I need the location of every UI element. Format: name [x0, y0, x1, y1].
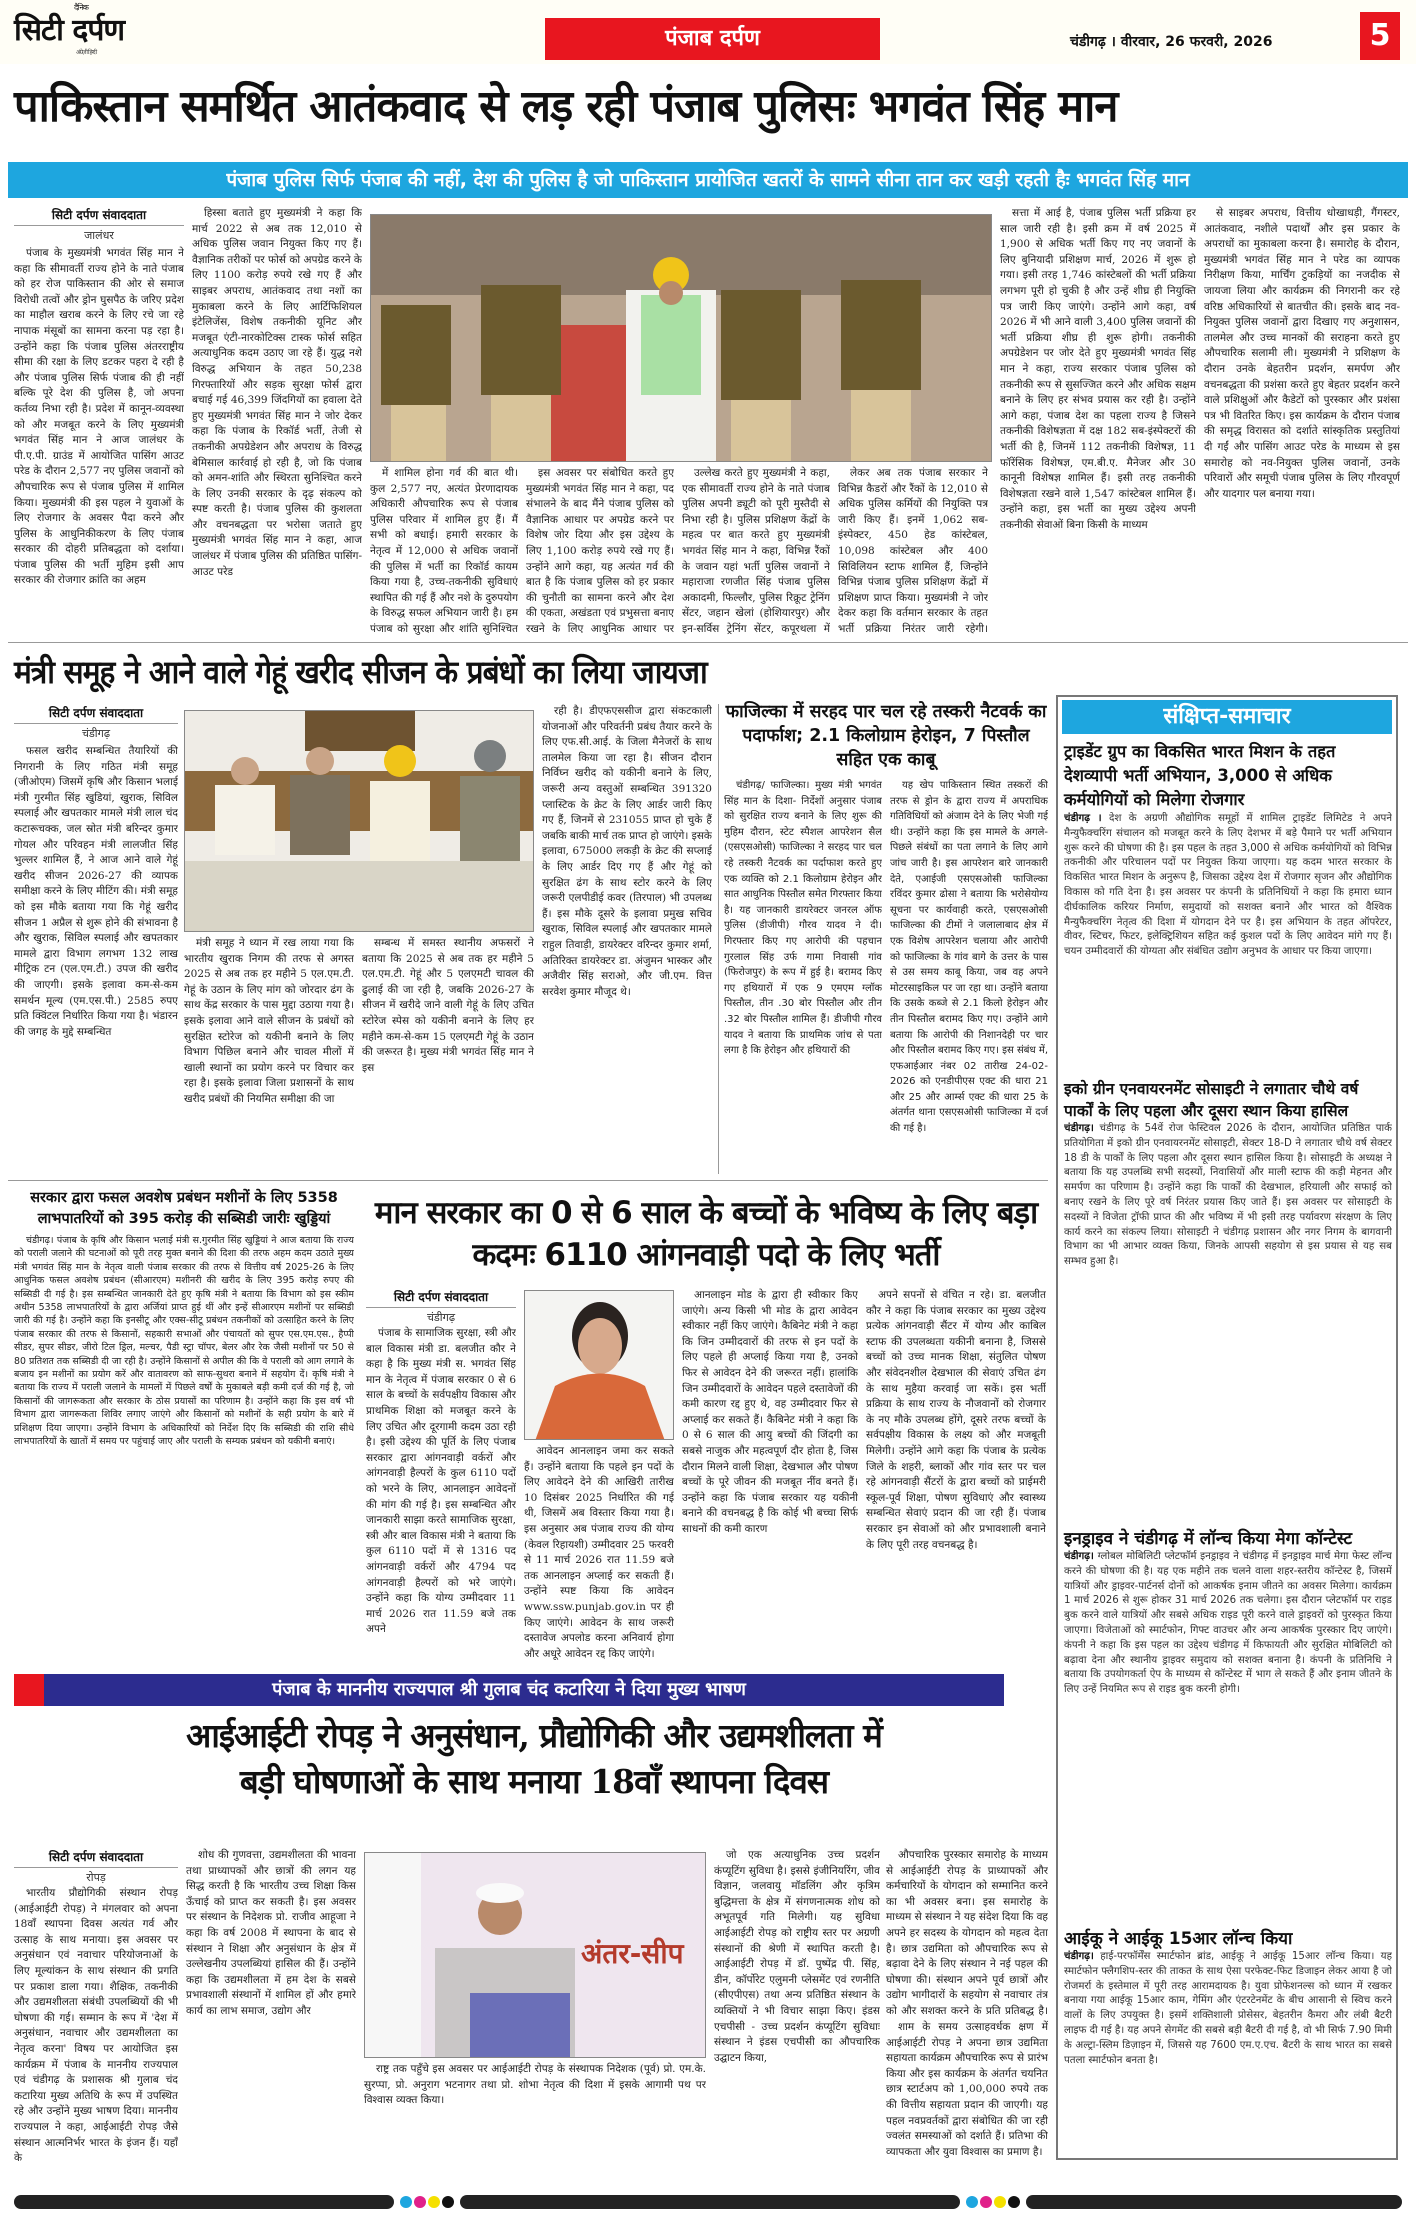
- brief-item: [1064, 1528, 1392, 1920]
- section-label: पंजाब दर्पण: [545, 18, 880, 60]
- iit-col-6: शाम के समय उत्साहवर्धक क्षण में आईआईटी रोपड़ ने अपना छात्र उद्यमिता सहायता कार्यक्रम औपचारिक रूप से प्रारंभ किया और इस कार्यक्रम के अंतर्गत चयनित छात्र स्टार्टअप को 1,00,000 रुपये तक की वित्तीय सहायता प्रदान की जाएगी। यह पहल नवप्रवर्तकों द्वारा संबोधित की जा रही ज्वलंत समस्याओं को दर्शाते हैं। प्रतिभा की व्यापकता और युवा विश्वास का प्रमाण है।: [886, 2021, 1048, 2158]
- iit-col-2: शोध की गुणवत्ता, उद्यमशीलता की भावना तथा प्राध्यापकों और छात्रों की लगन यह सिद्ध करती है कि भारतीय उच्च शिक्षा किस ऊँचाई को प्राप्त कर सकती है। इस अवसर पर संस्थान के निदेशक प्रो. राजीव आहूजा ने कहा कि वर्ष 2008 में स्थापना के बाद से संस्थान ने शिक्षा और अनुसंधान के क्षेत्र में उल्लेखनीय उपलब्धियां हासिल की हैं। उन्होंने कहा कि उद्यमशीलता में हम देश के सबसे प्रभावशाली संस्थानों में शामिल हों और हमारे कार्य का लाभ समाज, उद्योग और: [186, 1849, 356, 2017]
- iit-col-3: राष्ट्र तक पहुँचे इस अवसर पर आईआईटी रोपड़ के संस्थापक निदेशक (पूर्व) प्रो. एम.के. सुरप्पा, प्रो. अनुराग भटनागर तथा प्रो. शोभा नेतृत्व की दिशा में इसके आगामी पथ पर विश्वास व्यक्त किया।: [364, 2063, 706, 2107]
- print-registration-strip: [0, 2195, 1416, 2209]
- wheat-col-3: सम्बन्ध में समस्त स्थानीय अफसरों ने बताया कि 2025 से अब तक हर महीने 5 एल.एम.टी. गेहूं और 5 एलएमटी चावल की ढुलाई की जा रही है, जबकि 2026-27 के सीजन में खरीदे जाने वाली गेहूं के लिए उचित स्टोरेज स्पेस को यकीनी बनाने के लिए हर महीने कम-से-कम 15 एलएमटी गेहूं के उठान की जरूरत है। मुख्य मंत्री भगवंत सिंह मान ने इस: [362, 937, 534, 1074]
- stubble-headline: सरकार द्वारा फसल अवशेष प्रबंधन मशीनों के लिए 5358 लाभपातरियों को 395 करोड़ की सब्सिडी जारीः खुड्डियां: [30, 1190, 338, 1227]
- lead-col-3: में शामिल होना गर्व की बात थी। कुल 2,577 नए, अत्यंत प्रेरणादायक अधिकारी औपचारिक रूप से पंजाब पुलिस परिवार में शामिल हुए हैं। मैं सभी को बधाई। हमारी सरकार के नेतृत्व में 12,000 से अधिक जवानों की पुलिस में भर्ती का रिकॉर्ड कायम किया गया है, उच्च-तकनीकी सुविधाएं स्थापित की गई हैं और नशे के दुरुपयोग के विरुद्ध सफल अभियान जारी है। हम पंजाब को सुरक्षा और शांति सुनिश्चित: [370, 467, 518, 635]
- fazilka-col-1: चंडीगढ़/ फाजिल्का। मुख्य मंत्री भगवंत सिंह मान के दिशा- निर्देशों अनुसार पंजाब को सुरक्षित राज्य बनाने के लिए शुरू की मुहिम दौरान, स्टेट स्पैशल आपरेशन सैल (एसएसओसी) फाजिल्का ने सरहद पार चल रहे तस्करी नैटवर्क का पर्दाफाश करते हुए एक व्यक्ति को 2.1 किलोग्राम हेरोइन और सात आधुनिक पिस्तौल समेत गिरफ्तार किया है। यह जानकारी डायरेक्टर जनरल ऑफ पुलिस (डीजीपी) गौरव यादव ने दी। गिरफ्तार किए गए आरोपी की पहचान गुरलाल सिंह उर्फ गामा निवासी गांव (फिरोजपुर) के रूप में हुई है। बरामद किए गए हथियारों में एक 9 एमएम ग्लॉक पिस्तौल, तीन .30 बोर पिस्तौल और तीन .32 बोर पिस्तौल शामिल हैं। डीजीपी गौरव यादव ने बताया कि प्राथमिक जांच से पता लगा है कि हेरोइन और हथियारों की: [724, 780, 882, 1057]
- backdrop-banner-text: अंतर-सीप: [581, 1937, 684, 1970]
- brief-body: चंडीगढ़ के 54वें रोज फेस्टिवल 2026 के दौरान, आयोजित प्रतिष्ठित पार्क प्रतियोगिता में इको ग्रीन एनवायरनमेंट सोसाइटी, सेक्टर 18-D ने लगातार चौथे वर्ष सेक्टर 18 डी के पार्कों के लिए पहला और दूसरा स्थान हासिल किया है। सोसाइटी के अध्यक्ष ने बताया कि यह उपलब्धि सभी सदस्यों, निवासियों और माली स्टाफ की कड़ी मेहनत और समर्पण का परिणाम है। उन्होंने कहा कि पार्कों की देखभाल, हरियाली और सफाई को बनाए रखने के लिए पूरे वर्ष निरंतर प्रयास किए जाते हैं। इस अवसर पर सोसाइटी के सदस्यों ने विजेता ट्रॉफी प्राप्त की और भविष्य में भी इसी तरह पर्यावरण संरक्षण के लिए कार्य करने का संकल्प लिया। सोसाइटी ने चंडीगढ़ प्रशासन और नगर निगम के बागवानी विभाग का भी आभार व्यक्त किया, जिनके आपसी सहयोग से इस प्रयास से यह सब सम्भव हुआ है।: [1064, 1123, 1392, 1268]
- wheat-byline-block: [14, 704, 178, 741]
- anganwadi-byline-block: [366, 1288, 516, 1325]
- brief-headline: ट्राइडेंट ग्रुप का विकसित भारत मिशन के तहत देशव्यापी भर्ती अभियान, 3,000 से अधिक कर्मयोगियों को मिलेगा रोजगार: [1064, 742, 1336, 809]
- wheat-col-1: फसल खरीद सम्बन्धित तैयारियों की निगरानी के लिए गठित मंत्री समूह (जीओएम) जिसमें कृषि और किसान भलाई मंत्री गुरमीत सिंह खुडियां, खुराक, सिविल स्पलाई और खपतकार मामले मंत्री लाल चंद कटारूचक्क, जल स्रोत मंत्री बरिन्दर कुमार गोयल और परिवहन मंत्री लालजीत सिंह भुल्लर शामिल हैं, ने आज आने वाले गेहूं खरीद सीजन 2026-27 की व्यापक समीक्षा करने के लिए मीटिंग की। मंत्री समूह को इस मौके बताया गया कि गेहूं खरीद सीजन 1 अप्रैल से शुरू होने की संभावना है और खुराक, सिविल स्पलाई और खपतकार मामले द्वारा विभाग लगभग 132 लाख मीट्रिक टन (एल.एम.टी.) उपज की खरीद की जाएगी। इसके इलावा कम-से-कम समर्थन मूल्य (एम.एस.पी.) 2585 रुपए प्रति क्विंटल निर्धारित किया गया है। भंडारन की जगह के मुद्दे सम्बन्धित: [14, 745, 178, 1038]
- lead-col-2: हिस्सा बताते हुए मुख्यमंत्री ने कहा कि मार्च 2022 से अब तक 12,010 से अधिक पुलिस जवान नियुक्त किए गए हैं। वैज्ञानिक तरीकों पर फोर्स को अपग्रेड करने के लिए 1100 करोड़ रुपये रखे गए हैं और साइबर अपराध, आतंकवाद तथा नशों का मुकाबला करने के लिए आर्टिफिशियल इंटेलिजेंस, विशेष तकनीकी यूनिट और मजबूत एंटी-नारकोटिक्स टास्क फोर्स सहित अत्याधुनिक कदम उठाए जा रहे हैं। युद्ध नशे विरुद्ध अभियान के तहत 50,238 गिरफ्तारियों और सड़क सुरक्षा फोर्स द्वारा बचाई गई 46,399 जिंदगियों का हवाला देते हुए मुख्यमंत्री भगवंत सिंह मान ने जोर देकर कहा कि पंजाब के रिकॉर्ड भर्ती, तेजी से तकनीकी अपग्रेडेशन और अपराध के विरुद्ध बेमिसाल कार्रवाई हो रही है, जो कि पंजाब को अमन-शांति और स्थिरता सुनिश्चित करने के लिए उनकी सरकार के दृढ़ संकल्प को स्पष्ट करती है। पंजाब पुलिस की कुशलता और वचनबद्धता पर भरोसा जताते हुए मुख्यमंत्री भगवंत सिंह मान ने कहा, आज जालंधर में पंजाब पुलिस की प्रतिष्ठित पासिंग-आउट परेड: [192, 207, 362, 578]
- fazilka-col-2: यह खेप पाकिस्तान स्थित तस्करों की तरफ से ड्रोन के द्वारा राज्य में अपराधिक गतिविधियों को अंजाम देने के लिए भेजी गई थी। उन्होंने कहा कि इस मामले के अगले- पिछले संबंधों का पता लगाने के लिए आगे जांच जारी है। इस आपरेशन बारे जानकारी देते, एआईजी एसएसओसी फाजिल्का रविंदर कुमार ढोसा ने बताया कि भरोसेयोग्य सूचना पर कार्यवाही करते, एसएसओसी फाजिल्का की टीमों ने जलालाबाद क्षेत्र में एक विशेष आपरेशन चलाया और आरोपी को फाजिल्का के गांव बागे के उत्तर के पास से उस समय काबू किया, जब वह अपने मोटरसाइकिल पर जा रहा था। उन्होंने बताया कि उसके कब्जे से 2.1 किलो हेरोइन और तीन पिस्तौल बरामद किए गए। उन्होंने आगे बताया कि आरोपी की निशानदेही पर चार और पिस्तौल बरामद किए गए। इस संबंध में, एफआईआर नंबर 02 तारीख 24-02-2026 को एनडीपीएस एक्ट की धारा 21 और 25 और आर्म्स एक्ट की धारा 25 के अंतर्गत थाना एसएसओसी फाजिल्का में दर्ज की गई है।: [890, 780, 1048, 1135]
- wheat-col-2: मंत्री समूह ने ध्यान में रख लाया गया कि भारतीय खुराक निगम की तरफ से अगस्त 2025 से अब तक हर महीने 5 एल.एम.टी. गेहूं के उठान के लिए मांग को जोरदार ढंग के साथ केंद्र सरकार के पास मुद्दा उठाया गया है। इसके इलावा आने वाले सीजन के प्रबंधों को सुरक्षित स्टोरेज को यकीनी बनाने के लिए विभाग पिछिल बनाने और चावल मीलों में खाली स्थानों का प्रयोग करने पर विचार कर रहा है। इसके इलावा जिला प्रशासनों के साथ खरीद प्रबंधों की नियमित समीक्षा की जा: [184, 937, 354, 1105]
- governor-banner: पंजाब के माननीय राज्यपाल श्री गुलाब चंद कटारिया ने दिया मुख्य भाषण: [14, 1674, 1004, 1706]
- briefs-title: संक्षिप्त-समाचार: [1062, 700, 1392, 734]
- place: चंडीगढ़: [81, 727, 111, 740]
- wheat-headline: मंत्री समूह ने आने वाले गेहूं खरीद सीजन के प्रबंधों का लिया जायजा: [14, 653, 707, 691]
- banner-accent: [14, 1674, 44, 1706]
- iit-byline-block: [14, 1848, 178, 1885]
- anganwadi-col-1: पंजाब के सामाजिक सुरक्षा, स्त्री और बाल विकास मंत्री डा. बलजीत कौर ने कहा है कि मुख्य मंत्री स. भगवंत सिंह मान के नेतृत्व में पंजाब सरकार 0 से 6 साल के बच्चों के सर्वपक्षीय विकास और प्राथमिक शिक्षा को मजबूत करने के लिए उचित और दूरगामी कदम उठा रही है। इसी उद्देश्य की पूर्ति के लिए पंजाब सरकार द्वारा आंगनवाड़ी वर्करों और आंगनवाड़ी हैल्परों के कुल 6110 पदों को भरने के लिए, आनलाइन आवेदनों की मांग की गई है। इस सम्बन्धित और जानकारी साझा करते सामाजिक सुरक्षा, स्त्री और बाल विकास मंत्री ने बताया कि कुल 6110 पदों में से 1316 पद आंगनवाड़ी वर्करों और 4794 पद आंगनवाड़ी हैल्परों को भरे जाएंगे। उन्होंने कहा कि योग्य उम्मीदवार 11 मार्च 2026 रात 11.59 बजे तक अपने: [366, 1327, 516, 1636]
- anganwadi-col-3: आनलाइन मोड के द्वारा ही स्वीकार किए जाएंगे। अन्य किसी भी मोड के द्वारा आवेदन स्वीकार नहीं किए जाएंगे। कैबिनेट मंत्री ने कहा कि जिन उम्मीदवारों की तरफ से इन पदों के लिए पहले ही अप्लाई किया गया है, उनको फिर से आवेदन देने की जरूरत नहीं। हालांकि जिन उम्मीदवारों के आवेदन पहले दस्तावेजों की कमी कारण रद्द हुए थे, वह उम्मीदवार फिर से अप्लाई कर सकते हैं। कैबिनेट मंत्री ने कहा कि 0 से 6 साल की आयु बच्चों की जिंदगी का सबसे नाजुक और महत्वपूर्ण दौर होता है, जिस दौरान मिलने वाली शिक्षा, देखभाल और पोषण बच्चों के पूरे जीवन की मजबूत नींव बनते हैं। उन्होंने कहा कि पंजाब सरकार यह यकीनी बनाने की वचनबद्ध है कि कोई भी बच्चा सिर्फ साधनों की कमी कारण: [682, 1289, 858, 1535]
- stubble-body: चंडीगढ़। पंजाब के कृषि और किसान भलाई मंत्री स.गुरमीत सिंह खुड्डियां ने आज बताया कि राज्य को पराली जलाने की घटनाओं को पूरी तरह मुक्त बनाने की दिशा की तरफ अहम कदम उठाते मुख्य मंत्री भगवंत सिंह मान के नेतृत्व वाली पंजाब सरकार की तरफ से वित्तीय वर्ष 2025-26 के लिए आधुनिक फसल अवशेष प्रबंधन (सीआरएम) मशीनरी की खरीद के लिए 395 करोड़ रुपए की सब्सिडी दी गई है। इस सम्बन्धित जानकारी देते हुए कृषि मंत्री ने बताया कि विभाग को इस स्कीम अधीन 5358 लाभपातरियों के द्वारा अर्जियां प्राप्त हुई थीं और इन्हें सीआरएम मशीनों पर सब्सिडी जारी की गई है। उन्होंने कहा कि इनसीटू और एक्स-सीटू प्रबंधन तकनीकों को उत्साहित करने के लिए पंजाब सरकार की तरफ से किसानों, सहकारी सभाओं और पंचायतों को सुपर एस.एम.एस., हैप्पी सीडर, सुपर सीडर, जीरो टिल ड्रिल, मल्चर, पैडी स्ट्रा चॉपर, बेलर और रेक जैसी मशीनों पर 50 से 80 प्रतिशत तक सब्सिडी दी जा रही है। उन्होंने किसानों से अपील की कि वे पराली को आग लगाने के बजाय इन मशीनों का प्रयोग करें और वातावरण को साफ-सुथरा बनाने में सहयोग दें। कृषि मंत्री ने बताया कि राज्य में पराली जलाने के मामलों में पिछले वर्षों के मुकाबले बड़ी कमी दर्ज की गई है, जो किसानों की जागरूकता और सरकार के ठोस प्रयासों का परिणाम है। उन्होंने कहा कि इस वर्ष भी विभाग द्वारा जागरूकता शिविर लगाए जाएंगे और किसानों को मशीनों के सही प्रयोग के बारे में प्रशिक्षण दिया जाएगा। उन्होंने विभाग के अधिकारियों को निर्देश दिए कि सब्सिडी की राशि सीधे लाभपातरियों के खातों में समय पर पहुंचाई जाए और पराली के सम्यक प्रबंधन को यकीनी बनाएं।: [14, 1235, 354, 1448]
- brief-body: हाई-परफॉर्मेंस स्मार्टफोन ब्रांड, आईकू ने आईकू 15आर लॉन्च किया। यह स्मार्टफोन फ्लैगशिप-स्तर की ताकत के साथ ऐसा परफेक्ट-फिट डिजाइन लेकर आया है जो रोजमर्रा के इस्तेमाल में पूरी तरह आरामदायक है। युवा प्रोफेशनल्स को ध्यान में रखकर बनाया गया आईकू 15आर काम, गेमिंग और एंटरटेनमेंट के बीच आसानी से स्विच करने वालों के लिए उपयुक्त है। इसमें शक्तिशाली प्रोसेसर, बेहतरीन कैमरा और लंबी बैटरी लाइफ दी गई है। यह अपने सेगमेंट की सबसे बड़ी बैटरी दी गई है, वो भी सिर्फ 7.90 मिमी के अल्ट्रा-स्लिम डिज़ाइन में, जिससे यह 7600 एम.ए.एच. बैटरी के साथ भारत का सबसे पतला स्मार्टफोन बनता है।: [1064, 1951, 1392, 2066]
- logo-tagline: अंग्रेज़ी हिन्दी: [76, 49, 97, 56]
- brief-headline: आईकू ने आईकू 15आर लॉन्च किया: [1064, 1929, 1293, 1949]
- lead-headline: पाकिस्तान समर्थित आतंकवाद से लड़ रही पंजाब पुलिसः भगवंत सिंह मान: [14, 81, 1118, 132]
- lead-col-1: पंजाब के मुख्यमंत्री भगवंत सिंह मान ने कहा कि सीमावर्ती राज्य होने के नाते पंजाब को हर रोज पाकिस्तान की ओर से समाज विरोधी तत्वों और ड्रोन घुसपैठ के जरिए प्रदेश का माहौल खराब करने के लिए रचे जा रहे नापाक मंसूबों का सामना करना पड़ रहा है। उन्होंने कहा कि पंजाब पुलिस अंतरराष्ट्रीय सीमा की रक्षा के लिए डटकर पहरा दे रही है और पंजाब पुलिस सिर्फ पंजाब की ही नहीं बल्कि पूरे देश की पुलिस है, जो अपना कर्तव्य निभा रही है। प्रदेश में कानून-व्यवस्था को और मजबूत करने के लिए मुख्यमंत्री भगवंत सिंह मान ने आज जालंधर के पी.ए.पी. ग्राउंड में आयोजित पासिंग आउट परेड के दौरान 2,577 नए पुलिस जवानों को औपचारिक रूप से पंजाब पुलिस में शामिल किया। मुख्यमंत्री की इस पहल ने युवाओं के लिए रोजगार के अवसर पैदा करने और पुलिस के आधुनिकीकरण के लिए पंजाब सरकार की दोहरी प्रतिबद्धता को दर्शाया। पंजाब पुलिस की भर्ती मुहिम इसी आप सरकार की रोजगार क्रांति का अहम: [14, 247, 184, 587]
- brief-place: चंडीगढ़ ।: [1064, 813, 1102, 824]
- logo-text: सिटी दर्पण: [14, 13, 125, 48]
- brief-headline: इनड्राइव ने चंडीगढ़ में लॉन्च किया मेगा कॉन्टेस्ट: [1064, 1529, 1353, 1549]
- iit-headline-line-1: आईआईटी रोपड़ ने अनुसंधान, प्रौद्योगिकी और उद्यमशीलता में: [186, 1716, 882, 1755]
- place: चंडीगढ़: [426, 1311, 456, 1324]
- brief-item: [1064, 740, 1392, 1066]
- iit-col-1: भारतीय प्रौद्योगिकी संस्थान रोपड़ (आईआईटी रोपड़) ने मंगलवार को अपना 18वाँ स्थापना दिवस अत्यंत गर्व और उत्साह के साथ मनाया। इस अवसर पर अनुसंधान एवं नवाचार परियोजनाओं के लिए मूल्यांकन के साथ संस्थान की प्रगति पर प्रकाश डाला गया। शैक्षिक, तकनीकी और उद्यमशीलता संबंधी उपलब्धियों की भी घोषणा की गई। सम्मान के रूप में 'देश में अनुसंधान, नवाचार और उद्यमशीलता का नेतृत्व करना' विषय पर आयोजित इस कार्यक्रम में पंजाब के माननीय राज्यपाल एवं चंडीगढ़ के प्रशासक श्री गुलाब चंद कटारिया मुख्य अतिथि के रूप में उपस्थित रहे और उन्होंने मुख्य भाषण दिया। माननीय राज्यपाल ने कहा, आईआईटी रोपड़ जैसे संस्थान आत्मनिर्भर भारत के इंजन हैं। यहाँ के: [14, 1887, 178, 2165]
- ministers-meeting-photo: [184, 710, 534, 932]
- brief-item: [1064, 1928, 1392, 2150]
- anganwadi-col-4: अपने सपनों से वंचित न रहे। डा. बलजीत कौर ने कहा कि पंजाब सरकार का मुख्य उद्देश्य प्रत्येक आंगनवाड़ी सैंटर में योग्य और काबिल स्टाफ की उपलब्धता यकीनी बनाना है, जिससे बच्चों को उच्च मानक शिक्षा, संतुलित पोषण और संवेदनशील देखभाल की सेवाएं उचित ढंग के साथ मुहैया करवाई जा सकें। इस भर्ती प्रक्रिया के साथ राज्य के नौजवानों को रोजगार के नए मौके उपलब्ध होंगे, दूसरे तरफ बच्चों के सर्वपक्षीय विकास के लक्ष्य को और मजबूती मिलेगी। उन्होंने आगे कहा कि पंजाब के प्रत्येक जिले के शहरी, ब्लाकों और गांव स्तर पर चल रहे आंगनवाड़ी सैंटरों के द्वारा बच्चों को प्राईमरी स्कूल-पूर्व शिक्षा, पोषण सुविधाएं और स्वास्थ्य सम्बन्धित सेवाएं प्रदान की जा रही हैं। पंजाब सरकार इन सेवाओं को और प्रभावशाली बनाने के लिए पूरी तरह वचनबद्ध है।: [866, 1289, 1046, 1551]
- iit-col-5: औपचारिक पुरस्कार समारोह के माध्यम से आईआईटी रोपड़ के प्राध्यापकों और कर्मचारियों के योगदान को सम्मानित करने का भी अवसर बना। इस समारोह के माध्यम से संस्थान ने यह संदेश दिया कि वह अपने हर सदस्य के योगदान को महत्व देता है। छात्र उद्यमिता को औपचारिक रूप से बढ़ावा देने के लिए संस्थान ने नई पहल की घोषणा की। संस्थान अपने पूर्व छात्रों और उद्योग भागीदारों के सहयोग से नवाचार तंत्र को और सशक्त करने के प्रति प्रतिबद्ध है।: [886, 1849, 1048, 2016]
- police-parade-photo: [370, 214, 992, 462]
- iit-headline-line-2: बड़ी घोषणाओं के साथ मनाया 18वाँ स्थापना दिवस: [239, 1762, 829, 1801]
- divider: [8, 642, 1408, 643]
- brief-item: [1064, 1078, 1392, 1496]
- minister-portrait-photo: [524, 1290, 674, 1440]
- lead-col-8: से साइबर अपराध, वित्तीय धोखाधड़ी, गैंगस्टर, आतंकवाद, नशीले पदार्थों और इस प्रकार के अपराधों का मुकाबला करना है। समारोह के दौरान, मुख्यमंत्री भगवंत सिंह मान ने परेड का व्यापक निरीक्षण किया, मार्चिंग टुकड़ियों का नजदीक से जायजा लिया और कार्यक्रम की निगरानी कर रहे वरिष्ठ अधिकारियों से बातचीत की। इसके बाद नव-नियुक्त पुलिस जवानों द्वारा दिखाए गए अनुशासन, तालमेल और उच्च मानकों की सराहना करते हुए औपचारिक सलामी ली। मुख्यमंत्री ने प्रशिक्षण के दौरान उनके बेहतरीन प्रदर्शन, समर्पण और वचनबद्धता की प्रशंसा करते हुए बेहतर प्रदर्शन करने वाले प्रशिक्षुओं और कैडेटों को पुरस्कार और प्रशंसा पत्र भी वितरित किए। इस कार्यक्रम के दौरान पंजाब की समृद्ध विरासत को दर्शाते सांस्कृतिक प्रस्तुतियां दी गईं और पासिंग आउट परेड के माध्यम से इस समारोह को नव-नियुक्त पुलिस जवानों, उनके परिवारों और समूची पंजाब पुलिस के लिए गौरवपूर्ण और यादगार पल बनाया गया।: [1204, 207, 1400, 500]
- divider: [8, 1180, 1048, 1181]
- byline: सिटी दर्पण संवाददाता: [14, 704, 178, 724]
- page-number: 5: [1360, 12, 1400, 60]
- brief-body: ग्लोबल मोबिलिटी प्लेटफॉर्म इनड्राइव ने चंडीगढ़ में इनड्राइव मार्च मेगा फेस्ट लॉन्च करने की घोषणा की है। यह एक महीने तक चलने वाला शहर-स्तरीय कॉन्टेस्ट है, जिसमें यात्रियों और ड्राइवर-पार्टनर्स दोनों को आकर्षक इनाम जीतने का अवसर मिलेगा। कार्यक्रम 1 मार्च 2026 से शुरू होकर 31 मार्च 2026 तक चलेगा। इस दौरान प्लेटफॉर्म पर राइड बुक करने वाले यात्रियों और सबसे अधिक राइड पूरी करने वाले ड्राइवरों को पुरस्कृत किया जाएगा। विजेताओं को स्मार्टफोन, गिफ्ट वाउचर और अन्य आकर्षक पुरस्कार दिए जाएंगे। कंपनी ने कहा कि इस पहल का उद्देश्य चंडीगढ़ में किफायती और सुरक्षित मोबिलिटी को बढ़ावा देना और स्थानीय ड्राइवर समुदाय को सशक्त बनाना है। कंपनी के प्रतिनिधि ने बताया कि उपयोगकर्ता ऐप के माध्यम से कॉन्टेस्ट में भाग ले सकते हैं और इनाम जीतने के लिए उन्हें नियमित रूप से राइड बुक करनी होगी।: [1064, 1551, 1392, 1696]
- divider: [718, 704, 719, 1174]
- iit-col-4: जो एक अत्याधुनिक उच्च प्रदर्शन कंप्यूटिंग सुविधा है। इससे इंजीनियरिंग, जीव विज्ञान, जलवायु मॉडलिंग और कृत्रिम बुद्धिमत्ता के क्षेत्र में संगणनात्मक शोध को अभूतपूर्व गति मिलेगी। यह सुविधा आईआईटी रोपड़ को राष्ट्रीय स्तर पर अग्रणी संस्थानों की श्रेणी में स्थापित करती है। आईआईटी रोपड़ में डॉ. पुष्पेंद्र पी. सिंह, डीन, कॉर्पोरेट एलुमनी प्लेसमेंट एवं रणनीति (सीएपीएस) तथा अन्य प्रतिष्ठित संस्थान के व्यक्तियों ने भी विचार साझा किए। इंडस एचपीसी - उच्च प्रदर्शन कंप्यूटिंग सुविधाः संस्थान ने इंडस एचपीसी का औपचारिक उद्घाटन किया,: [714, 1849, 880, 2064]
- byline: सिटी दर्पण संवाददाता: [366, 1288, 516, 1308]
- byline: सिटी दर्पण संवाददाता: [14, 1848, 178, 1868]
- dateline: चंडीगढ़ । वीरवार, 26 फरवरी, 2026: [1070, 34, 1273, 50]
- place: जालंधर: [84, 229, 114, 242]
- lead-col-5: उल्लेख करते हुए मुख्यमंत्री ने कहा, एक सीमावर्ती राज्य होने के नाते पंजाब पुलिस अपनी ड्यूटी को पूरी मुस्तैदी से निभा रही है। पुलिस प्रशिक्षण केंद्रों के महत्व पर बात करते हुए मुख्यमंत्री भगवंत सिंह मान ने कहा, विभिन्न रैंकों के जवान यहां भर्ती पुलिस जवानों ने महाराजा रणजीत सिंह पंजाब पुलिस अकादमी, फिल्लौर, पुलिस रिक्रूट ट्रेनिंग सेंटर, जहान खेलां (होशियारपुर) और इन-सर्विस ट्रेनिंग सेंटर, कपूरथला में: [682, 467, 830, 635]
- byline: सिटी दर्पण संवाददाता: [14, 206, 184, 226]
- lead-byline-block: [14, 206, 184, 243]
- lead-subheadline: पंजाब पुलिस सिर्फ पंजाब की नहीं, देश की पुलिस है जो पाकिस्तान प्रायोजित खतरों के सामने सीना तान कर खड़ी रहती हैः भगवंत सिंह मान: [8, 162, 1408, 198]
- brief-headline: इको ग्रीन एनवायरनमेंट सोसाइटी ने लगातार चौथे वर्ष पार्कों के लिए पहला और दूसरा स्थान किया हासिल: [1064, 1080, 1359, 1120]
- brief-place: चंडीगढ़।: [1064, 1123, 1094, 1134]
- lead-col-4: इस अवसर पर संबोधित करते हुए मुख्यमंत्री भगवंत सिंह मान ने कहा, पद संभालने के बाद मैंने पंजाब पुलिस को वैज्ञानिक आधार पर अपग्रेड करने पर विशेष जोर दिया और इस उद्देश्य के लिए 1,100 करोड़ रुपये रखे गए हैं। उन्होंने आगे कहा, यह अत्यंत गर्व की बात है कि पंजाब पुलिस को हर प्रकार की चुनौती का सामना करने और देश की एकता, अखंडता एवं प्रभुसत्ता बनाए रखने के लिए आधुनिक आधार पर: [526, 467, 674, 635]
- logo-small: दैनिक: [74, 3, 88, 12]
- anganwadi-col-2: आवेदन आनलाइन जमा कर सकते हैं। उन्होंने बताया कि पहले इन पदों के लिए आवेदने देने की आखिरी तारीख 10 दिसंबर 2025 निर्धारित की गई थी, जिसमें अब विस्तार किया गया है। इस अनुसार अब पंजाब राज्य की योग्य (केवल रिहायशी) उम्मीदवार 25 फरवरी से 11 मार्च 2026 रात 11.59 बजे तक आनलाइन अप्लाई कर सकती हैं। उन्होंने स्पष्ट किया कि आवेदन www.ssw.punjab.gov.in पर ही किए जाएंगे। आवेदन के साथ जरूरी दस्तावेज अपलोड करना अनिवार्य होगा और अधूरे आवेदन रद्द किए जाएंगे।: [524, 1445, 674, 1660]
- wheat-col-4: रही है। डीएफएससीज द्वारा संकटकाली योजनाओं और परिवर्तनी प्रबंध तैयार करने के लिए एफ.सी.आई. के जिला मैनेजरों के साथ तालमेल किया जा रहा है। सीजन दौरान निर्विघ्न खरीद को यकीनी बनाने के लिए, जरूरी अन्य वस्तुओं सम्बन्धित 391320 प्लास्टिक के क्रेट के लिए आर्डर जारी किए गए हैं, जिनमें से 231055 प्राप्त हो चुके हैं जबकि बाकी मार्च तक प्राप्त हो जाएंगे। इसके इलावा, 675000 लकड़ी के क्रेट की सप्लाई के लिए आर्डर दिए गए हैं और गेहूं को सुरक्षित ढंग के साथ स्टोर करने के लिए जरूरी एलपीडीई कवर (तिरपाल) भी उपलब्ध हैं। इस मौके दूसरे के इलावा प्रमुख सचिव खुराक, सिविल स्पलाई और खपतकार मामले राहुल तिवाड़ी, डायरेक्टर वरिन्दर कुमार शर्मा, अतिरिक्त डायरेक्टर डा. अंजुमन भास्कर और अजैवीर सिंह सराओ, और जी.एम. वित्त सरवेश कुमार मौजूद थे।: [542, 705, 712, 998]
- newspaper-logo: [14, 3, 125, 56]
- brief-place: चंडीगढ़।: [1064, 1951, 1094, 1962]
- lead-col-7: सत्ता में आई है, पंजाब पुलिस भर्ती प्रक्रिया हर साल जारी रही है। इसी क्रम में वर्ष 2025 में 1,900 से अधिक भर्ती किए गए नए जवानों के लिए बुनियादी प्रशिक्षण मार्च, 2026 में शुरू हो गया। इसी तरह 1,746 कांस्टेबलों की भर्ती प्रक्रिया लगभग पूरी हो चुकी है और उन्हें शीघ्र ही नियुक्ति पत्र जारी किए जाएंगे। उन्होंने आगे कहा, वर्ष 2026 में भी आने वाली 3,400 पुलिस जवानों की भर्ती प्रक्रिया शीघ्र ही शुरू होगी। तकनीकी अपग्रेडेशन पर जोर देते हुए मुख्यमंत्री भगवंत सिंह मान ने कहा, राज्य सरकार पंजाब पुलिस को तकनीकी रूप से सुसज्जित करने और अधिक सक्षम बनाने के लिए हर संभव प्रयास कर रही है। उन्होंने आगे कहा, पंजाब देश का पहला राज्य है जिसने तकनीकी विशेषज्ञता में दक्ष 182 सब-इंस्पेक्टरों की भर्ती की है, जिनमें 112 तकनीकी विशेषज्ञ, 11 फॉरेंसिक विशेषज्ञ, एम.बी.ए. मैनेजर और 30 कानूनी विशेषज्ञ शामिल हैं। इसी तरह तकनीकी विशेषज्ञता रखने वाले 1,547 कांस्टेबल शामिल हैं। उन्होंने कहा, इस भर्ती का मुख्य उद्देश्य अपनी तकनीकी सेवाओं बिना किसी के माध्यम: [1000, 207, 1196, 531]
- anganwadi-headline: मान सरकार का 0 से 6 साल के बच्चों के भविष्य के लिए बड़ा कदमः 6110 आंगनवाड़ी पदो के लिए भर्ती: [374, 1195, 1038, 1273]
- iit-speaker-photo: [364, 1852, 706, 2058]
- brief-body: देश के अग्रणी औद्योगिक समूहों में शामिल ट्राइडेंट लिमिटेड ने अपने मैन्युफैक्चरिंग संचालन को मजबूत करने के लिए देशभर में बड़े पैमाने पर भर्ती अभियान शुरू करने की घोषणा की है। इस पहल के तहत 3,000 से अधिक कर्मयोगियों को विभिन्न तकनीकी और परिचालन पदों पर नियुक्त किया जाएगा। यह कदम भारत सरकार के विकसित भारत मिशन के अनुरूप है, जिसका उद्देश्य देश में रोजगार सृजन और औद्योगिक विकास को गति देना है। इस अवसर पर कंपनी के प्रतिनिधियों ने कहा कि हमारा ध्यान दीर्घकालिक करियर निर्माण, समुदायों को सशक्त बनाने और भारत को वैश्विक मैन्युफैक्चरिंग नेतृत्व की दिशा में योगदान देने पर है। इस अभियान के तहत ऑपरेटर, वीवर, स्टिचर, फिटर, इलेक्ट्रिशियन सहित कई कुशल पदों के लिए आवेदन मांगे गए हैं। चयन उम्मीदवारों की योग्यता और संबंधित उद्योग अनुभव के आधार पर किया जाएगा।: [1064, 813, 1392, 958]
- fazilka-headline: फाजिल्का में सरहद पार चल रहे तस्करी नैटवर्क का पदार्फाश; 2.1 किलोग्राम हेरोइन, 7 पिस्तौल सहित एक काबू: [725, 702, 1047, 770]
- lead-col-6: लेकर अब तक पंजाब सरकार ने विभिन्न कैडरों और रैंकों के 12,010 से अधिक पुलिस कर्मियों की नियुक्ति पत्र जारी किए हैं। इनमें 1,062 सब-इंस्पेक्टर, 450 हेड कांस्टेबल, 10,098 कांस्टेबल और 400 सिविलियन स्टाफ शामिल हैं, जिन्होंने विभिन्न पंजाब पुलिस प्रशिक्षण केंद्रों में प्रशिक्षण प्राप्त किया। मुख्यमंत्री ने जोर देकर कहा कि वर्तमान सरकार के तहत भर्ती प्रक्रिया निरंतर जारी रहेगी।: [838, 467, 988, 635]
- place: रोपड़: [86, 1871, 106, 1884]
- brief-place: चंडीगढ़।: [1064, 1551, 1094, 1562]
